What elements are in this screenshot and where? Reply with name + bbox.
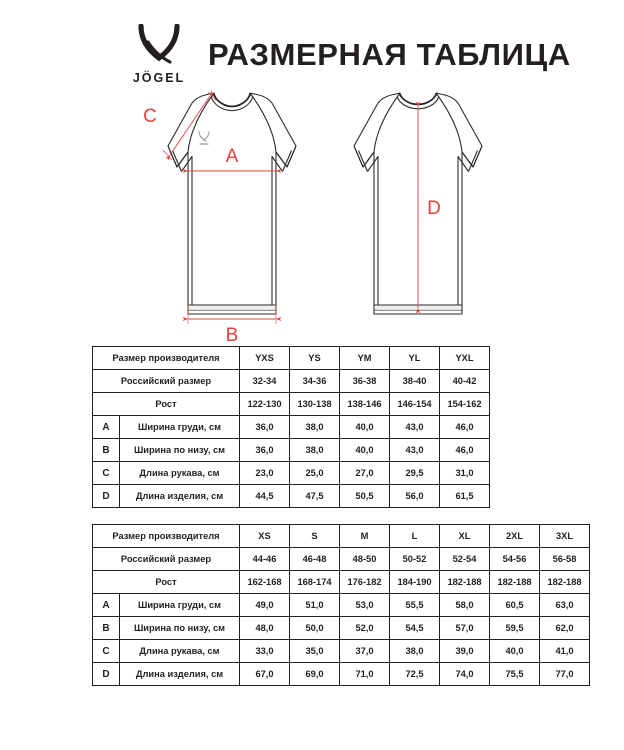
- measure-value: 40,0: [340, 416, 390, 439]
- measure-value: 75,5: [490, 663, 540, 686]
- table-header-row: [93, 525, 590, 548]
- measure-value: 40,0: [340, 439, 390, 462]
- header-cell: M: [340, 525, 390, 548]
- measure-value: 27,0: [340, 462, 390, 485]
- header-cell: L: [390, 525, 440, 548]
- table-separator: [92, 508, 624, 524]
- header-cell: 46-48: [290, 548, 340, 571]
- measure-value: 36,0: [240, 439, 290, 462]
- header-cell: 32-34: [240, 370, 290, 393]
- measure-letter: B: [93, 617, 120, 640]
- measure-value: 52,0: [340, 617, 390, 640]
- measure-value: 51,0: [290, 594, 340, 617]
- header-cell: 184-190: [390, 571, 440, 594]
- table-row: [93, 439, 490, 462]
- size-tables: [0, 346, 624, 686]
- header-cell: 146-154: [390, 393, 440, 416]
- measure-value: 31,0: [440, 462, 490, 485]
- measure-label: Длина рукава, см: [120, 462, 240, 485]
- header-row-label: Рост: [93, 393, 240, 416]
- table-header-row: [93, 548, 590, 571]
- measure-letter: C: [93, 640, 120, 663]
- measure-value: 35,0: [290, 640, 340, 663]
- measure-letter: B: [93, 439, 120, 462]
- measure-value: 38,0: [290, 416, 340, 439]
- measure-value: 71,0: [340, 663, 390, 686]
- header-cell: 38-40: [390, 370, 440, 393]
- measure-label: Ширина груди, см: [120, 416, 240, 439]
- measure-value: 48,0: [240, 617, 290, 640]
- table-row: [93, 594, 590, 617]
- measure-value: 38,0: [390, 640, 440, 663]
- header-cell: YS: [290, 347, 340, 370]
- measure-value: 67,0: [240, 663, 290, 686]
- header-cell: YM: [340, 347, 390, 370]
- measure-value: 46,0: [440, 439, 490, 462]
- measure-value: 29,5: [390, 462, 440, 485]
- garment-illustration: [0, 70, 624, 346]
- measure-label: Ширина по низу, см: [120, 439, 240, 462]
- table-header-row: [93, 393, 490, 416]
- header-cell: 34-36: [290, 370, 340, 393]
- measure-letter: A: [93, 416, 120, 439]
- measure-value: 55,5: [390, 594, 440, 617]
- header-cell: 154-162: [440, 393, 490, 416]
- measure-value: 36,0: [240, 416, 290, 439]
- header-row-label: Размер производителя: [93, 525, 240, 548]
- measure-letter: C: [93, 462, 120, 485]
- jogel-horns-logo-icon: [136, 24, 182, 71]
- header-cell: 176-182: [340, 571, 390, 594]
- youth-size-table: [92, 346, 490, 508]
- header-cell: XS: [240, 525, 290, 548]
- measure-value: 61,5: [440, 485, 490, 508]
- header-cell: 138-146: [340, 393, 390, 416]
- measure-value: 23,0: [240, 462, 290, 485]
- table-row: [93, 485, 490, 508]
- youth-size-table-body: [93, 347, 490, 508]
- measure-value: 47,5: [290, 485, 340, 508]
- page-header: [0, 0, 624, 85]
- table-row: [93, 663, 590, 686]
- measure-value: 59,5: [490, 617, 540, 640]
- measure-value: 57,0: [440, 617, 490, 640]
- measure-label: Длина изделия, см: [120, 663, 240, 686]
- measure-value: 56,0: [390, 485, 440, 508]
- measure-label: Ширина груди, см: [120, 594, 240, 617]
- measure-value: 50,5: [340, 485, 390, 508]
- measure-label: Длина рукава, см: [120, 640, 240, 663]
- table-header-row: [93, 370, 490, 393]
- table-header-row: [93, 571, 590, 594]
- measure-value: 54,5: [390, 617, 440, 640]
- dimension-d-label: D: [427, 198, 441, 219]
- header-cell: 52-54: [440, 548, 490, 571]
- page-title: РАЗМЕРНАЯ ТАБЛИЦА: [208, 36, 571, 72]
- header-cell: 54-56: [490, 548, 540, 571]
- measure-value: 62,0: [540, 617, 590, 640]
- header-cell: 3XL: [540, 525, 590, 548]
- header-cell: 50-52: [390, 548, 440, 571]
- measure-value: 77,0: [540, 663, 590, 686]
- tshirt-front-view: [168, 93, 296, 314]
- header-cell: YXS: [240, 347, 290, 370]
- measure-value: 39,0: [440, 640, 490, 663]
- header-cell: S: [290, 525, 340, 548]
- header-cell: YL: [390, 347, 440, 370]
- table-row: [93, 640, 590, 663]
- header-cell: 130-138: [290, 393, 340, 416]
- measure-value: 74,0: [440, 663, 490, 686]
- header-cell: 40-42: [440, 370, 490, 393]
- measure-value: 63,0: [540, 594, 590, 617]
- adult-size-table-body: [93, 525, 590, 686]
- header-cell: 122-130: [240, 393, 290, 416]
- measure-value: 41,0: [540, 640, 590, 663]
- header-row-label: Размер производителя: [93, 347, 240, 370]
- adult-size-table: [92, 524, 590, 686]
- table-row: [93, 462, 490, 485]
- header-cell: 182-188: [540, 571, 590, 594]
- table-header-row: [93, 347, 490, 370]
- measure-value: 40,0: [490, 640, 540, 663]
- measure-value: 50,0: [290, 617, 340, 640]
- measure-value: 44,5: [240, 485, 290, 508]
- table-row: [93, 617, 590, 640]
- header-cell: 36-38: [340, 370, 390, 393]
- measure-value: 43,0: [390, 416, 440, 439]
- header-cell: 48-50: [340, 548, 390, 571]
- dimension-a-label: A: [225, 146, 239, 167]
- measure-value: 46,0: [440, 416, 490, 439]
- header-cell: 162-168: [240, 571, 290, 594]
- measure-value: 38,0: [290, 439, 340, 462]
- header-row-label: Рост: [93, 571, 240, 594]
- header-cell: 56-58: [540, 548, 590, 571]
- dimension-b-label: B: [225, 325, 239, 346]
- brand-wordmark: JÖGEL: [132, 70, 186, 85]
- measure-value: 53,0: [340, 594, 390, 617]
- measure-value: 60,5: [490, 594, 540, 617]
- header-row-label: Российский размер: [93, 548, 240, 571]
- measure-value: 69,0: [290, 663, 340, 686]
- dimension-c-label: C: [143, 106, 157, 127]
- measure-value: 72,5: [390, 663, 440, 686]
- header-cell: YXL: [440, 347, 490, 370]
- header-cell: 182-188: [490, 571, 540, 594]
- measure-value: 49,0: [240, 594, 290, 617]
- measure-value: 58,0: [440, 594, 490, 617]
- measure-value: 43,0: [390, 439, 440, 462]
- header-cell: 44-46: [240, 548, 290, 571]
- measure-label: Ширина по низу, см: [120, 617, 240, 640]
- header-cell: 168-174: [290, 571, 340, 594]
- table-row: [93, 416, 490, 439]
- header-cell: 2XL: [490, 525, 540, 548]
- measure-letter: D: [93, 663, 120, 686]
- measure-value: 25,0: [290, 462, 340, 485]
- measure-letter: A: [93, 594, 120, 617]
- header-cell: 182-188: [440, 571, 490, 594]
- measure-letter: D: [93, 485, 120, 508]
- measure-value: 33,0: [240, 640, 290, 663]
- header-cell: XL: [440, 525, 490, 548]
- measure-value: 37,0: [340, 640, 390, 663]
- measure-label: Длина изделия, см: [120, 485, 240, 508]
- header-row-label: Российский размер: [93, 370, 240, 393]
